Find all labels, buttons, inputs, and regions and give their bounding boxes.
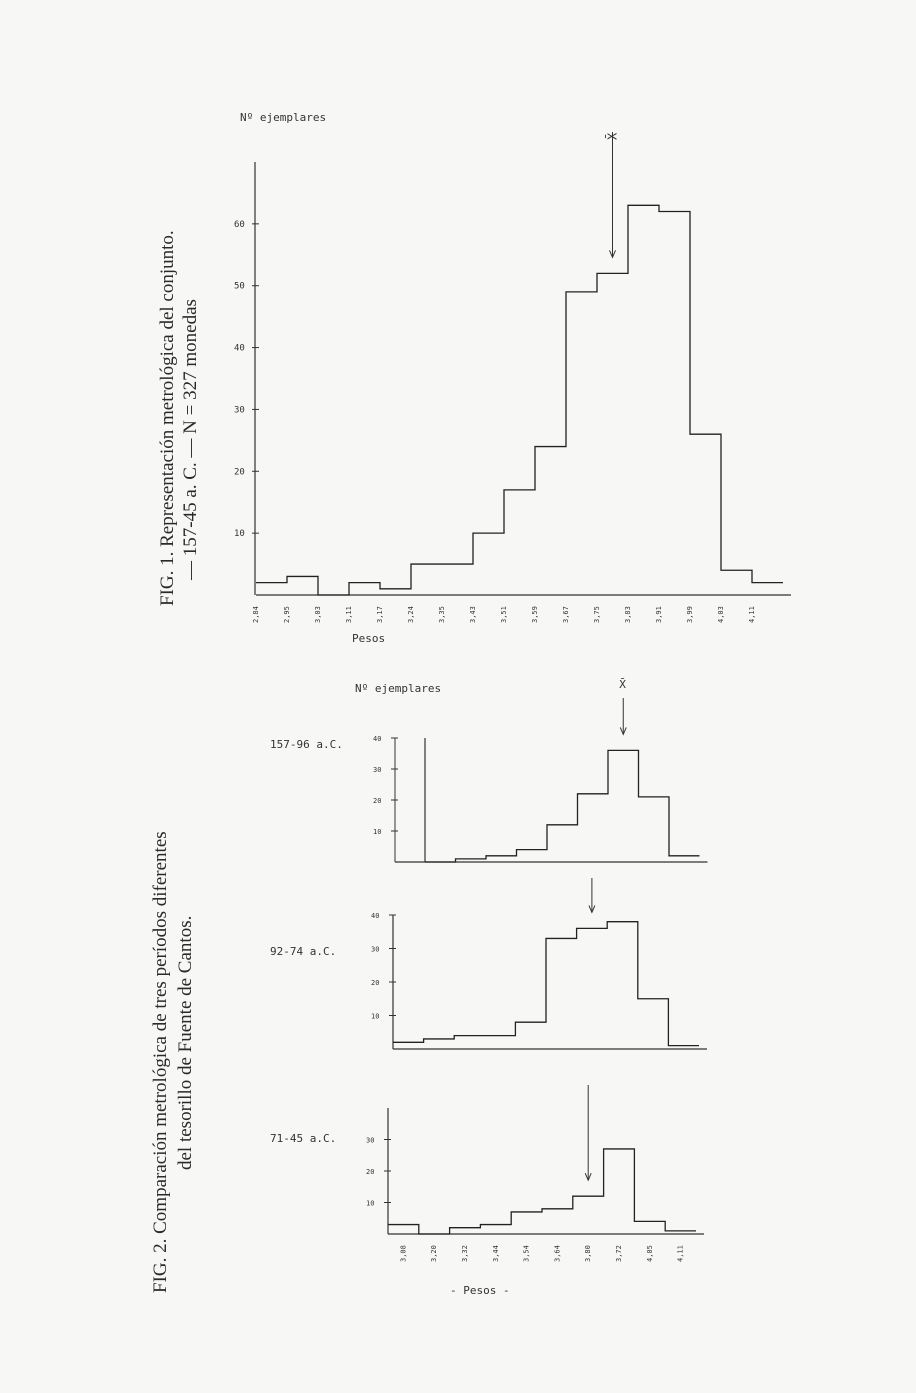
chart0-xtick-label-15: 4,03 [717, 606, 725, 623]
fig1-caption-line1: FIG. 1. Representación metrológica del conjunto. [157, 230, 178, 606]
chart0-bar-5 [411, 564, 442, 595]
chart3-bar-7 [604, 1149, 635, 1234]
chart0-ytick-label-10: 10 [234, 529, 245, 540]
chart1-bar-2 [486, 856, 517, 862]
chart2-bar-6 [577, 928, 608, 1049]
chart0-bar-9 [535, 447, 566, 595]
chart2-bar-8 [638, 999, 669, 1049]
chart0-bar-13 [659, 211, 690, 595]
chart3-xtick-label-3: 3,44 [491, 1245, 500, 1262]
chart1-mean-label: X̄ [619, 678, 626, 691]
chart3-bar-0 [388, 1225, 419, 1234]
fig1-caption-line2: — 157-45 a. C. — N = 327 monedas [180, 299, 201, 580]
chart0-xtick-label-14: 3,99 [686, 606, 694, 623]
chart0-bar-11 [597, 273, 628, 595]
chart0-bar-0 [256, 583, 287, 595]
chart0-xtick-label-6: 3,35 [438, 606, 446, 623]
chart0-ytick-label-30: 30 [234, 405, 245, 416]
chart3-ytick-label-30: 30 [366, 1136, 375, 1145]
chart3-xtick-label-8: 4,05 [645, 1245, 654, 1262]
chart2-bar-2 [454, 1036, 485, 1049]
chart0-xlabel: Pesos [352, 632, 386, 645]
chart3-bar-4 [511, 1212, 542, 1234]
chart3-xtick-label-2: 3,32 [461, 1245, 469, 1262]
chart0-bar-16 [752, 583, 783, 595]
chart0-bar-10 [566, 292, 597, 595]
chart1-bar-8 [669, 856, 700, 862]
chart3-xtick-label-9: 4,11 [676, 1245, 685, 1262]
chart0-bar-6 [442, 564, 473, 595]
chart0-bar-7 [473, 533, 504, 595]
chart2-bar-3 [485, 1036, 516, 1049]
chart3-bar-9 [665, 1231, 696, 1234]
fig2-caption-line2: del tesorillo de Fuente de Cantos. [175, 915, 196, 1170]
chart1-bar-6 [608, 750, 639, 862]
chart3-bar-3 [480, 1225, 511, 1234]
chart2-ytick-label-20: 20 [371, 979, 380, 987]
chart0-xtick-label-10: 3,67 [562, 606, 570, 623]
chart2-ytick-label-40: 40 [371, 912, 380, 920]
chart2-ytick-label-10: 10 [371, 1012, 380, 1021]
chart0-bar-14 [690, 434, 721, 595]
chart3-xtick-label-4: 3,54 [522, 1245, 531, 1262]
chart0-xtick-label-12: 3,83 [624, 606, 632, 623]
chart3-xtick-label-0: 3,08 [399, 1245, 408, 1262]
chart0-ytick-label-20: 20 [234, 467, 245, 478]
chart3-ytick-label-20: 20 [366, 1168, 375, 1176]
chart2-bar-9 [668, 1046, 699, 1049]
chart0-xtick-label-13: 3,91 [655, 606, 663, 623]
chart0-bar-8 [504, 490, 535, 595]
chart0-xtick-label-2: 3,03 [314, 606, 322, 623]
chart3-xtick-label-6: 3,80 [584, 1245, 593, 1262]
chart2-bar-0 [393, 1042, 424, 1049]
chart3-bar-8 [634, 1221, 665, 1234]
chart0-xtick-label-4: 3,17 [376, 606, 384, 623]
chart0-xtick-label-8: 3,51 [500, 606, 508, 623]
chart3-xtick-label-1: 3,20 [430, 1245, 439, 1262]
chart3-bar-5 [542, 1209, 573, 1234]
chart0-xtick-label-11: 3,75 [593, 606, 601, 623]
chart3-bar-2 [450, 1228, 481, 1234]
chart0-xtick-label-7: 3,43 [469, 606, 477, 623]
chart1-bar-5 [578, 794, 609, 862]
chart1-ytick-label-20: 20 [373, 797, 382, 805]
chart2-bar-5 [546, 938, 577, 1049]
chart0-xtick-label-9: 3,59 [531, 606, 539, 623]
chart1-bar-4 [547, 825, 578, 862]
chart1-title: 157-96 a.C. [270, 738, 343, 751]
chart3-xlabel: - Pesos - [450, 1284, 510, 1297]
chart2-ytick-label-30: 30 [371, 945, 380, 954]
chart3-ytick-label-10: 10 [366, 1199, 375, 1208]
chart0-xtick-label-16: 4,11 [748, 606, 756, 623]
chart0-bar-1 [287, 576, 318, 595]
chart1-bar-3 [517, 850, 548, 862]
chart0-bar-15 [721, 570, 752, 595]
chart0-bar-4 [380, 589, 411, 595]
chart2-title: 92-74 a.C. [270, 945, 337, 958]
fig2-ylabel: Nº ejemplares [355, 682, 442, 695]
chart3-xtick-label-7: 3,72 [615, 1245, 623, 1262]
chart3-xtick-label-5: 3,64 [553, 1245, 562, 1262]
chart3-bar-6 [573, 1196, 604, 1234]
fig2-caption-line1: FIG. 2. Comparación metrológica de tres períodos diferentes [150, 831, 171, 1293]
chart0-ylabel: Nº ejemplares [240, 111, 327, 124]
chart0-ytick-label-50: 50 [234, 281, 245, 292]
chart0-ytick-label-60: 60 [234, 219, 245, 230]
chart0-bar-3 [349, 583, 380, 595]
chart1-ytick-label-40: 40 [373, 735, 382, 743]
chart0-mean-label: X̄ [605, 132, 620, 140]
chart2-bar-4 [515, 1022, 546, 1049]
chart0-xtick-label-1: 2,95 [283, 606, 291, 623]
chart1-bar-1 [456, 859, 487, 862]
chart1-ytick-label-10: 10 [373, 828, 382, 836]
chart2-bar-1 [424, 1039, 455, 1049]
chart1-bar-7 [639, 797, 670, 862]
chart3-title: 71-45 a.C. [270, 1132, 337, 1145]
chart2-bar-7 [607, 922, 638, 1049]
chart0-bar-12 [628, 205, 659, 595]
chart0-xtick-label-0: 2,84 [252, 606, 260, 623]
chart0-xtick-label-3: 3,11 [345, 606, 353, 623]
chart1-ytick-label-30: 30 [373, 766, 382, 774]
chart0-ytick-label-40: 40 [234, 343, 245, 354]
chart0-xtick-label-5: 3,24 [407, 606, 415, 623]
